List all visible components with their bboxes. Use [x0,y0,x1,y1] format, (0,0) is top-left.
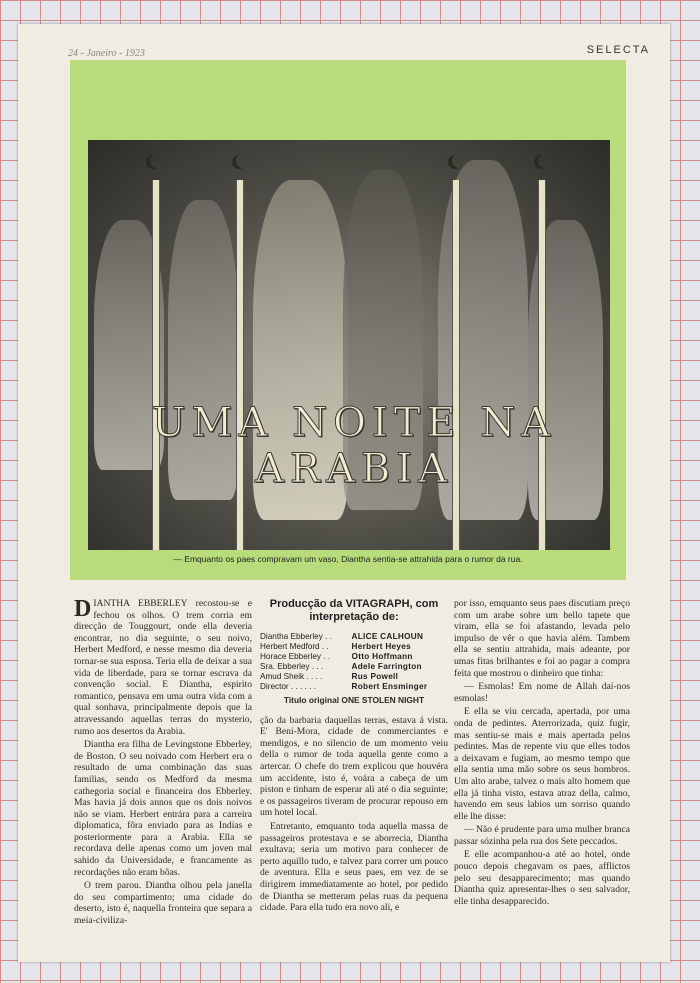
paragraph: — Não é prudente para uma mulher branca passar sózinha pela rua dos Sete peccados. [454,824,630,847]
cast-row: Horace Ebberley . . Otto Hoffmann [260,652,413,661]
original-title: Titulo original ONE STOLEN NIGHT [283,695,425,705]
paragraph: ção da barbaria daquellas terras, estava á vista. E' Beni-Mora, cidade de commerciantes e mendigos, e no silencio de um momento veiu della o rumor de toda aquella gente como a artercar. O chefe do trem explicou que houvéra um accidente, isto é, voára a cabeça de um piston e tinham de esperar ali até o dia seguinte; e os passageiros tiveram de procurar repouso em um hotel local. [260,714,448,819]
paragraph: E elle acompanhou-a até ao hotel, onde pouco depois chegavam os paes, afflictos pelo seu desapparecimento; mas quando Diantha quiz apresentar-lhes o seu salvador, elle tinha desapparecido. [454,849,630,907]
crescent-icon [150,154,164,168]
text-column-3 [454,598,630,909]
crescent-icon [236,154,250,168]
paragraph: por isso, emquanto seus paes discutiam preço com um arabe sobre um bello tapete que viram, ella se foi afastando, levada pelo impulso de vêr o que havia além. Tambem ella se sentiu attrahida, mais adeante, por umas fitas brilhantes e foi ao pagar a compra feita que mostrou o dinheiro que tinha: [454,598,630,679]
paragraph: Diantha era filha de Levingstone Ebberley, de Boston. O seu noivado com Herbert era o resultado de uma combinação das suas familias, sendo os Medford da mesma cathegoria social e financeira dos Ebberley. Mas havia já dois annos que os dois noivos não se viam. Herbert entrára para a carreira diplomatica, fôra enviado para as Indias e posteriormente para a Arabia. Ella se recordava delle apenas como um joven mal sahido da Universidade, e francamente as recordações não eram bôas. [74,739,252,878]
paragraph: E ella se viu cercada, apertada, por uma onda de pedintes. Aterrorizada, quiz fugir, mas sentiu-se mais e mais apertada pelos pedintes. Mas de repente viu que elles todos a deixavam e fugiam, ao mesmo tempo que ella sentia uma mão sobre os seus hombros. Um alto arabe, talvez o mais alto homem que ella já tinha visto, estava atraz della, calmo, havendo em seus labios um sorriso quando elle lhe disse: [454,706,630,822]
paragraph: — Esmolas! Em nome de Allah dai-nos esmolas! [454,681,630,704]
cast-row: Director . . . . . . Robert Ensminger [260,682,428,691]
paragraph: Entretanto, emquanto toda aquella massa de passageiros protestava e se aborrecia, Diantha exultava; seria um motivo para conhecer de perto aquillo tudo, e talvez para correr um pouco de aventura. Ella e seus paes, em vez de se dirigirem immediatamente ao hotel, por pedido de Diantha se metteram pelas ruas da pequena cidade. Para ella tudo era novo ali, e [260,820,448,914]
film-title-art: UMA NOITE NA ARABIA [151,400,557,492]
cast-row: Sra. Ebberley . . . Adele Farrington [260,662,422,671]
magazine-page [18,24,670,962]
arch-pillar [152,180,160,550]
arch-pillar [538,180,546,550]
cast-list [260,632,448,692]
paragraph: O trem parou. Diantha olhou pela janella do seu compartimento; uma cidade do deserto, isto é, naquella fronteira que separa a meia-civiliza- [74,880,252,927]
drop-cap: D [74,596,92,622]
cast-row: Amud Sheik . . . . Rus Powell [260,672,399,681]
film-still-frame [70,60,626,580]
paragraph: DIANTHA EBBERLEY recostou-se e fechou os olhos. O trem corria em direcção de Touggourt, onde ella deveria encontrar, no dia seguinte, o seu noivo, Herbert Medford, e nesse mesmo dia deveria tornar-se sua esposa. Teria ella de deixar a sua vida de liberdade, para se tornar escrava da convenção social. E Diantha, espirito romantico, pensava em uma outra vida com a qual sonhava, principalmente depois que la atravessando aquellas terras do mysterio, rumo aos desertos da Arabia. [74,596,252,737]
crescent-icon [452,154,466,168]
cast-row: Diantha Ebberley . . ALICE CALHOUN [260,632,424,641]
text-column-1 [74,598,252,929]
photo-caption: — Emquanto os paes compravam um vaso, Diantha sentia-se attrahida para o rumor da rua. [173,554,523,564]
cast-row: Herbert Medford . . Herbert Heyes [260,642,411,651]
magazine-name: SELECTA [586,44,650,56]
production-title: Producção da VITAGRAPH, com interpretação de: [269,598,439,623]
issue-date: 24 - Janeiro - 1923 [68,48,145,59]
crescent-icon [538,154,552,168]
arch-pillar [452,180,460,550]
arch-pillar [236,180,244,550]
text-column-2 [260,598,448,916]
